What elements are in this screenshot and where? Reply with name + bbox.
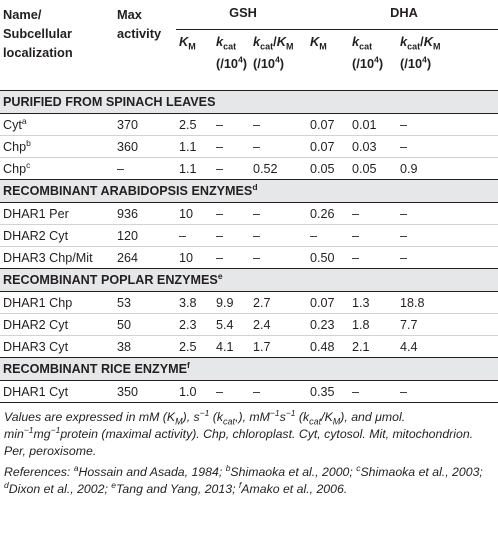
table-row bbox=[0, 136, 498, 158]
cell-dha-kcat: – bbox=[349, 203, 397, 225]
reference-link[interactable]: Shimaoka et al., 2000 bbox=[230, 465, 350, 479]
cell-max: 360 bbox=[114, 136, 176, 158]
cell-dha-km: 0.05 bbox=[307, 158, 349, 180]
cell-ref-mark: a bbox=[21, 115, 27, 126]
section-title-text: PURIFIED FROM SPINACH LEAVES bbox=[3, 95, 216, 109]
cell-gsh-km: – bbox=[176, 225, 213, 247]
cell-gsh-kcat: – bbox=[213, 247, 250, 269]
cell-dha-ratio: – bbox=[397, 114, 498, 136]
cell-dha-ratio: – bbox=[397, 247, 498, 269]
header-gsh-km: $K_M$ bbox=[179, 34, 196, 52]
table-row bbox=[0, 336, 498, 358]
header-dha-km: $K_M$ bbox=[310, 34, 327, 52]
cell-name-text: Chp bbox=[3, 161, 27, 176]
header-max-activity bbox=[114, 0, 176, 82]
cell-gsh-ratio: 2.7 bbox=[250, 292, 307, 314]
header-max-line1: Max bbox=[117, 7, 142, 22]
cell-name-text: DHAR3 Chp/Mit bbox=[3, 250, 93, 265]
cell-dha-kcat: 0.03 bbox=[349, 136, 397, 158]
table-row bbox=[0, 114, 498, 136]
header-dha-ratio-unit: $(/10^4)$ bbox=[400, 54, 432, 71]
reference-link[interactable]: Dixon et al., 2002 bbox=[8, 482, 105, 496]
cell-gsh-km: 1.1 bbox=[176, 158, 213, 180]
references-label: References: bbox=[4, 465, 74, 479]
header-name-line1: Name/ bbox=[3, 7, 42, 22]
reference-mark: e bbox=[111, 479, 117, 490]
cell-name bbox=[0, 203, 114, 225]
table-body bbox=[0, 82, 498, 403]
cell-dha-kcat: – bbox=[349, 225, 397, 247]
cell-dha-kcat: – bbox=[349, 381, 397, 403]
section-header bbox=[0, 91, 498, 114]
cell-max: 38 bbox=[114, 336, 176, 358]
cell-gsh-km: 2.5 bbox=[176, 336, 213, 358]
cell-dha-km: 0.50 bbox=[307, 247, 349, 269]
cell-gsh-km: 3.8 bbox=[176, 292, 213, 314]
cell-dha-kcat: 2.1 bbox=[349, 336, 397, 358]
header-dha-kcat-unit: $(/10^4)$ bbox=[352, 54, 384, 71]
section-title bbox=[0, 269, 498, 292]
header-gsh-ratio: $k_{cat}/K_M$ bbox=[253, 34, 294, 52]
cell-dha-ratio: – bbox=[397, 381, 498, 403]
cell-name bbox=[0, 292, 114, 314]
cell-dha-kcat: 1.8 bbox=[349, 314, 397, 336]
section-title bbox=[0, 358, 498, 381]
header-gsh-kcat: $k_{cat}$ bbox=[216, 34, 237, 52]
cell-gsh-kcat: 4.1 bbox=[213, 336, 250, 358]
cell-gsh-kcat: – bbox=[213, 203, 250, 225]
cell-dha-km: 0.07 bbox=[307, 136, 349, 158]
table-row bbox=[0, 292, 498, 314]
table-header bbox=[0, 0, 498, 82]
cell-max: 53 bbox=[114, 292, 176, 314]
table-footnote bbox=[0, 403, 498, 498]
table-row bbox=[0, 225, 498, 247]
cell-gsh-kcat: – bbox=[213, 381, 250, 403]
cell-gsh-ratio: – bbox=[250, 247, 307, 269]
cell-max: 350 bbox=[114, 381, 176, 403]
cell-gsh-km: 2.5 bbox=[176, 114, 213, 136]
cell-name bbox=[0, 136, 114, 158]
cell-dha-km: 0.26 bbox=[307, 203, 349, 225]
footnote-references: References: $^a$Hossain and Asada, 1984; $^b$Shimaoka et al., 2000; $^c$Shimaoka et al., 2003; $^d$Dixon et al., 2002; $^e$Tang and Yang, 2013; $^f$Amako et al., 2006. bbox=[4, 462, 483, 496]
cell-name-text: DHAR1 Chp bbox=[3, 295, 73, 310]
section-header bbox=[0, 180, 498, 203]
cell-name bbox=[0, 158, 114, 180]
reference-mark: c bbox=[356, 462, 361, 473]
cell-dha-ratio: – bbox=[397, 225, 498, 247]
section-ref-mark: d bbox=[252, 181, 258, 192]
cell-dha-ratio: – bbox=[397, 203, 498, 225]
cell-max: 50 bbox=[114, 314, 176, 336]
cell-dha-kcat: – bbox=[349, 247, 397, 269]
header-gsh-ratio-unit: $(/10^4)$ bbox=[253, 54, 285, 71]
header-name-line2: Subcellular bbox=[3, 26, 72, 41]
section-ref-mark: f bbox=[187, 359, 190, 370]
cell-max: 264 bbox=[114, 247, 176, 269]
cell-gsh-kcat: – bbox=[213, 225, 250, 247]
cell-name-text: Chp bbox=[3, 139, 27, 154]
cell-gsh-kcat: – bbox=[213, 136, 250, 158]
cell-name-text: Cyt bbox=[3, 117, 22, 132]
cell-name bbox=[0, 247, 114, 269]
header-dha-kcat: $k_{cat}$ bbox=[352, 34, 373, 52]
reference-link[interactable]: Tang and Yang, 2013 bbox=[116, 482, 233, 496]
header-gsh: GSH bbox=[176, 0, 307, 30]
reference-mark: b bbox=[225, 462, 231, 473]
cell-gsh-ratio: 2.4 bbox=[250, 314, 307, 336]
reference-mark: a bbox=[73, 462, 79, 473]
cell-dha-ratio: 4.4 bbox=[397, 336, 498, 358]
cell-dha-kcat: 0.05 bbox=[349, 158, 397, 180]
cell-dha-km: 0.48 bbox=[307, 336, 349, 358]
table-row bbox=[0, 203, 498, 225]
cell-gsh-km: 2.3 bbox=[176, 314, 213, 336]
cell-gsh-kcat: – bbox=[213, 158, 250, 180]
cell-gsh-ratio: – bbox=[250, 136, 307, 158]
reference-mark: d bbox=[4, 479, 9, 490]
cell-gsh-ratio: 1.7 bbox=[250, 336, 307, 358]
cell-dha-km: 0.23 bbox=[307, 314, 349, 336]
section-title-text: RECOMBINANT ARABIDOPSIS ENZYMES bbox=[3, 184, 253, 198]
cell-dha-ratio: – bbox=[397, 136, 498, 158]
reference-link[interactable]: Amako et al., 2006. bbox=[241, 482, 348, 496]
cell-max: 370 bbox=[114, 114, 176, 136]
cell-name bbox=[0, 314, 114, 336]
section-header bbox=[0, 358, 498, 381]
cell-gsh-kcat: – bbox=[213, 114, 250, 136]
section-title-text: RECOMBINANT POPLAR ENZYMES bbox=[3, 273, 218, 287]
cell-gsh-ratio: – bbox=[250, 203, 307, 225]
cell-gsh-ratio: – bbox=[250, 381, 307, 403]
cell-ref-mark: b bbox=[26, 137, 31, 148]
cell-dha-ratio: 7.7 bbox=[397, 314, 498, 336]
cell-ref-mark: c bbox=[26, 159, 31, 170]
header-name-line3: localization bbox=[3, 45, 73, 60]
cell-dha-km: 0.07 bbox=[307, 292, 349, 314]
cell-gsh-ratio: – bbox=[250, 225, 307, 247]
cell-gsh-km: 10 bbox=[176, 203, 213, 225]
cell-name-text: DHAR2 Cyt bbox=[3, 317, 69, 332]
reference-mark: f bbox=[238, 479, 242, 490]
cell-gsh-km: 1.0 bbox=[176, 381, 213, 403]
cell-gsh-km: 10 bbox=[176, 247, 213, 269]
cell-dha-ratio: 18.8 bbox=[397, 292, 498, 314]
cell-name-text: DHAR1 Cyt bbox=[3, 384, 69, 399]
cell-dha-km: 0.35 bbox=[307, 381, 349, 403]
header-max-line2: activity bbox=[117, 26, 162, 41]
table-row bbox=[0, 314, 498, 336]
cell-name-text: DHAR1 Per bbox=[3, 206, 69, 221]
spacer-cell bbox=[0, 82, 498, 91]
cell-dha-ratio: 0.9 bbox=[397, 158, 498, 180]
section-title bbox=[0, 91, 498, 114]
section-ref-mark: e bbox=[217, 270, 223, 281]
cell-name-text: DHAR2 Cyt bbox=[3, 228, 69, 243]
cell-name bbox=[0, 381, 114, 403]
table-row bbox=[0, 247, 498, 269]
header-spacer bbox=[0, 82, 498, 91]
section-title-text: RECOMBINANT RICE ENZYME bbox=[3, 362, 188, 376]
footnote-units: Values are expressed in mM $(K_M)$, $s^{-1}$ $(k_{cat},)$, $mM^{-1}s^{-1}$ $(k_{cat}/K_M)$, and μmol. $\min^{-1}mg^{-1}protein$ (maximal activity). Chp, chloroplast. Cyt, cytosol. Mit, mitochondrion. Per, peroxisome. bbox=[4, 407, 474, 458]
cell-name bbox=[0, 336, 114, 358]
header-dha: DHA bbox=[307, 0, 498, 30]
cell-gsh-km: 1.1 bbox=[176, 136, 213, 158]
cell-dha-km: 0.07 bbox=[307, 114, 349, 136]
table-row bbox=[0, 381, 498, 403]
header-dha-ratio: $k_{cat}/K_M$ bbox=[400, 34, 441, 52]
cell-gsh-ratio: 0.52 bbox=[250, 158, 307, 180]
cell-gsh-ratio: – bbox=[250, 114, 307, 136]
reference-link[interactable]: Shimaoka et al., 2003 bbox=[360, 465, 480, 479]
cell-name-text: DHAR3 Cyt bbox=[3, 339, 69, 354]
cell-dha-kcat: 0.01 bbox=[349, 114, 397, 136]
cell-gsh-kcat: 5.4 bbox=[213, 314, 250, 336]
table-row bbox=[0, 158, 498, 180]
cell-name bbox=[0, 114, 114, 136]
section-header bbox=[0, 269, 498, 292]
reference-link[interactable]: Hossain and Asada, 1984 bbox=[78, 465, 219, 479]
cell-max: 120 bbox=[114, 225, 176, 247]
cell-max: 936 bbox=[114, 203, 176, 225]
cell-gsh-kcat: 9.9 bbox=[213, 292, 250, 314]
header-gsh-kcat-unit: $(/10^4)$ bbox=[216, 54, 248, 71]
cell-name bbox=[0, 225, 114, 247]
header-name bbox=[0, 0, 114, 82]
section-title bbox=[0, 180, 498, 203]
cell-dha-kcat: 1.3 bbox=[349, 292, 397, 314]
cell-dha-km: – bbox=[307, 225, 349, 247]
cell-max: – bbox=[114, 158, 176, 180]
